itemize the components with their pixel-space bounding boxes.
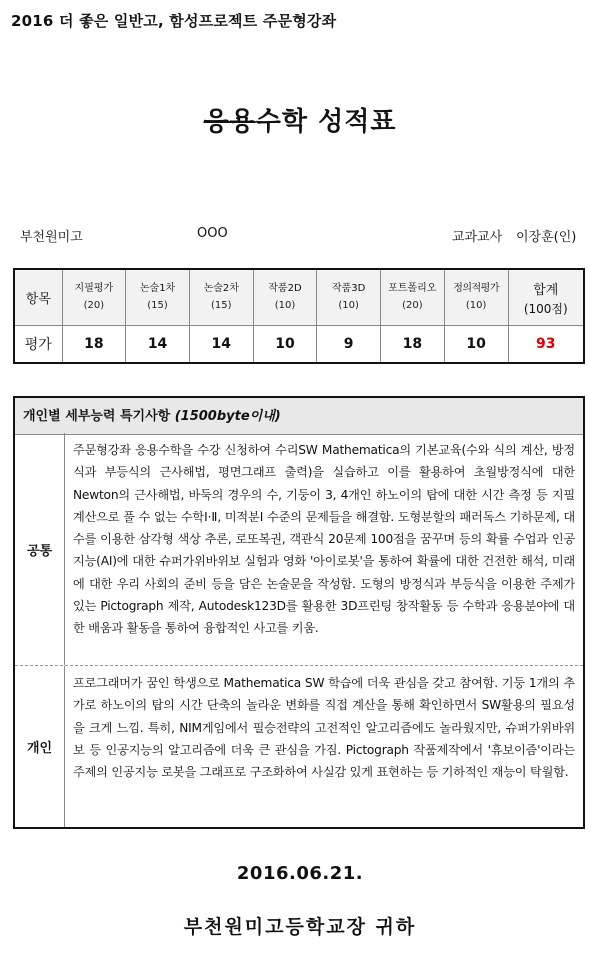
- score-table: [13, 268, 585, 364]
- score-cell: 10: [444, 326, 508, 364]
- total-header: 합계 (100점): [508, 269, 584, 326]
- teacher-name: 이장훈(인): [516, 230, 577, 245]
- score-header-row: [14, 269, 584, 326]
- addressee: 부천원미고등학교장 귀하: [183, 916, 417, 938]
- program-title: 2016 더 좋은 일반고, 함성프로젝트 주문형강좌: [11, 12, 337, 30]
- score-cell: 9: [317, 326, 381, 364]
- remarks-section: [13, 396, 585, 829]
- common-label: 공통: [15, 433, 65, 665]
- col-header: 작품2D (10): [253, 269, 317, 326]
- col-header: 정의적평가 (10): [444, 269, 508, 326]
- document-title-struck: 응용: [203, 107, 256, 137]
- remarks-heading: [15, 398, 583, 435]
- issue-date: 2016.06.21.: [236, 863, 364, 884]
- score-cell: 18: [381, 326, 445, 364]
- score-cell: 10: [253, 326, 317, 364]
- value-row-label: 평가: [14, 326, 62, 364]
- col-header: 지필평가 (20): [62, 269, 126, 326]
- common-text: 주문형강좌 응용수학을 수강 신청하여 수리SW Mathematica의 기본교육(수와 식의 계산, 방정식과 부등식의 근사해법, 평면그래프 출력)을 실습하고 이를 활용하여 초월방정식에 대한 Newton의 근사해법, 바둑의 경우의 수, 기둥이 3, 4개인 하노이의 탑에 대한 시간 측정 등 지필계산으로 풀 수 없는 수학Ⅰ·Ⅱ, 미적분Ⅰ 수준의 문제들을 해결함. 도형분할의 패러독스 기하문제, 대수를 이용한 삼각형 색상 추론, 로또복권, 객관식 20문제 100점을 꿈꾸며 등의 확률 수업과 인공지능(AI)에 대한 슈퍼가위바위보 실험과 영화 '아이로봇'을 통하여 확률에 대한 건전한 해석, 미래에 대한 우리 사회의 준비 등을 담은 논술문을 작성함. 도형의 방정식과 부등식을 이용한 주제가 있는 Pictograph 제작, Autodesk123D를 활용한 3D프린팅 창작활동 등 수학과 응용분야에 대한 배움과 활동을 통하여 융합적인 사고를 키움.: [73, 443, 575, 636]
- remarks-heading-note: (1500byte이내): [174, 409, 281, 424]
- col-header: 논술2차 (15): [189, 269, 253, 326]
- school-name: 부천원미고: [20, 230, 83, 245]
- remarks-heading-text: 개인별 세부능력 특기사항: [23, 409, 171, 424]
- score-cell: 14: [126, 326, 190, 364]
- teacher-label: 교과교사: [452, 230, 503, 245]
- col-header: 작품3D (10): [317, 269, 381, 326]
- total-score-cell: 93: [508, 326, 584, 364]
- col-header: 논술1차 (15): [126, 269, 190, 326]
- remarks-row-individual: [15, 666, 583, 827]
- document-title: [0, 101, 600, 138]
- score-value-row: [14, 326, 584, 364]
- student-name: OOO: [197, 226, 228, 241]
- individual-text: 프로그래머가 꿈인 학생으로 Mathematica SW 학습에 더욱 관심을 갖고 참여함. 기둥 1개의 추가로 하노이의 탑의 시간 단축의 놀라운 변화를 직접 계산을 통해 확인하면서 SW활용의 필요성을 크게 느낌. 특히, NIM게임에서 필승전략의 고전적인 알고리즘에도 놀라웠지만, 슈퍼가위바위보 등 인공지능의 알고리즘에 더욱 큰 관심을 가짐. Pictograph 작품제작에서 '휴보이즘'이라는 주제의 인공지능 로봇을 그래프로 구조화하여 사실감 있게 표현하는 등 기하적인 재능이 탁월함.: [73, 676, 575, 780]
- document-title-rest: 수학 성적표: [255, 107, 397, 137]
- row-header-label: 항목: [14, 269, 62, 326]
- remarks-row-common: [15, 433, 583, 666]
- individual-label: 개인: [15, 666, 65, 827]
- score-cell: 18: [62, 326, 126, 364]
- score-cell: 14: [189, 326, 253, 364]
- col-header: 포트폴리오 (20): [381, 269, 445, 326]
